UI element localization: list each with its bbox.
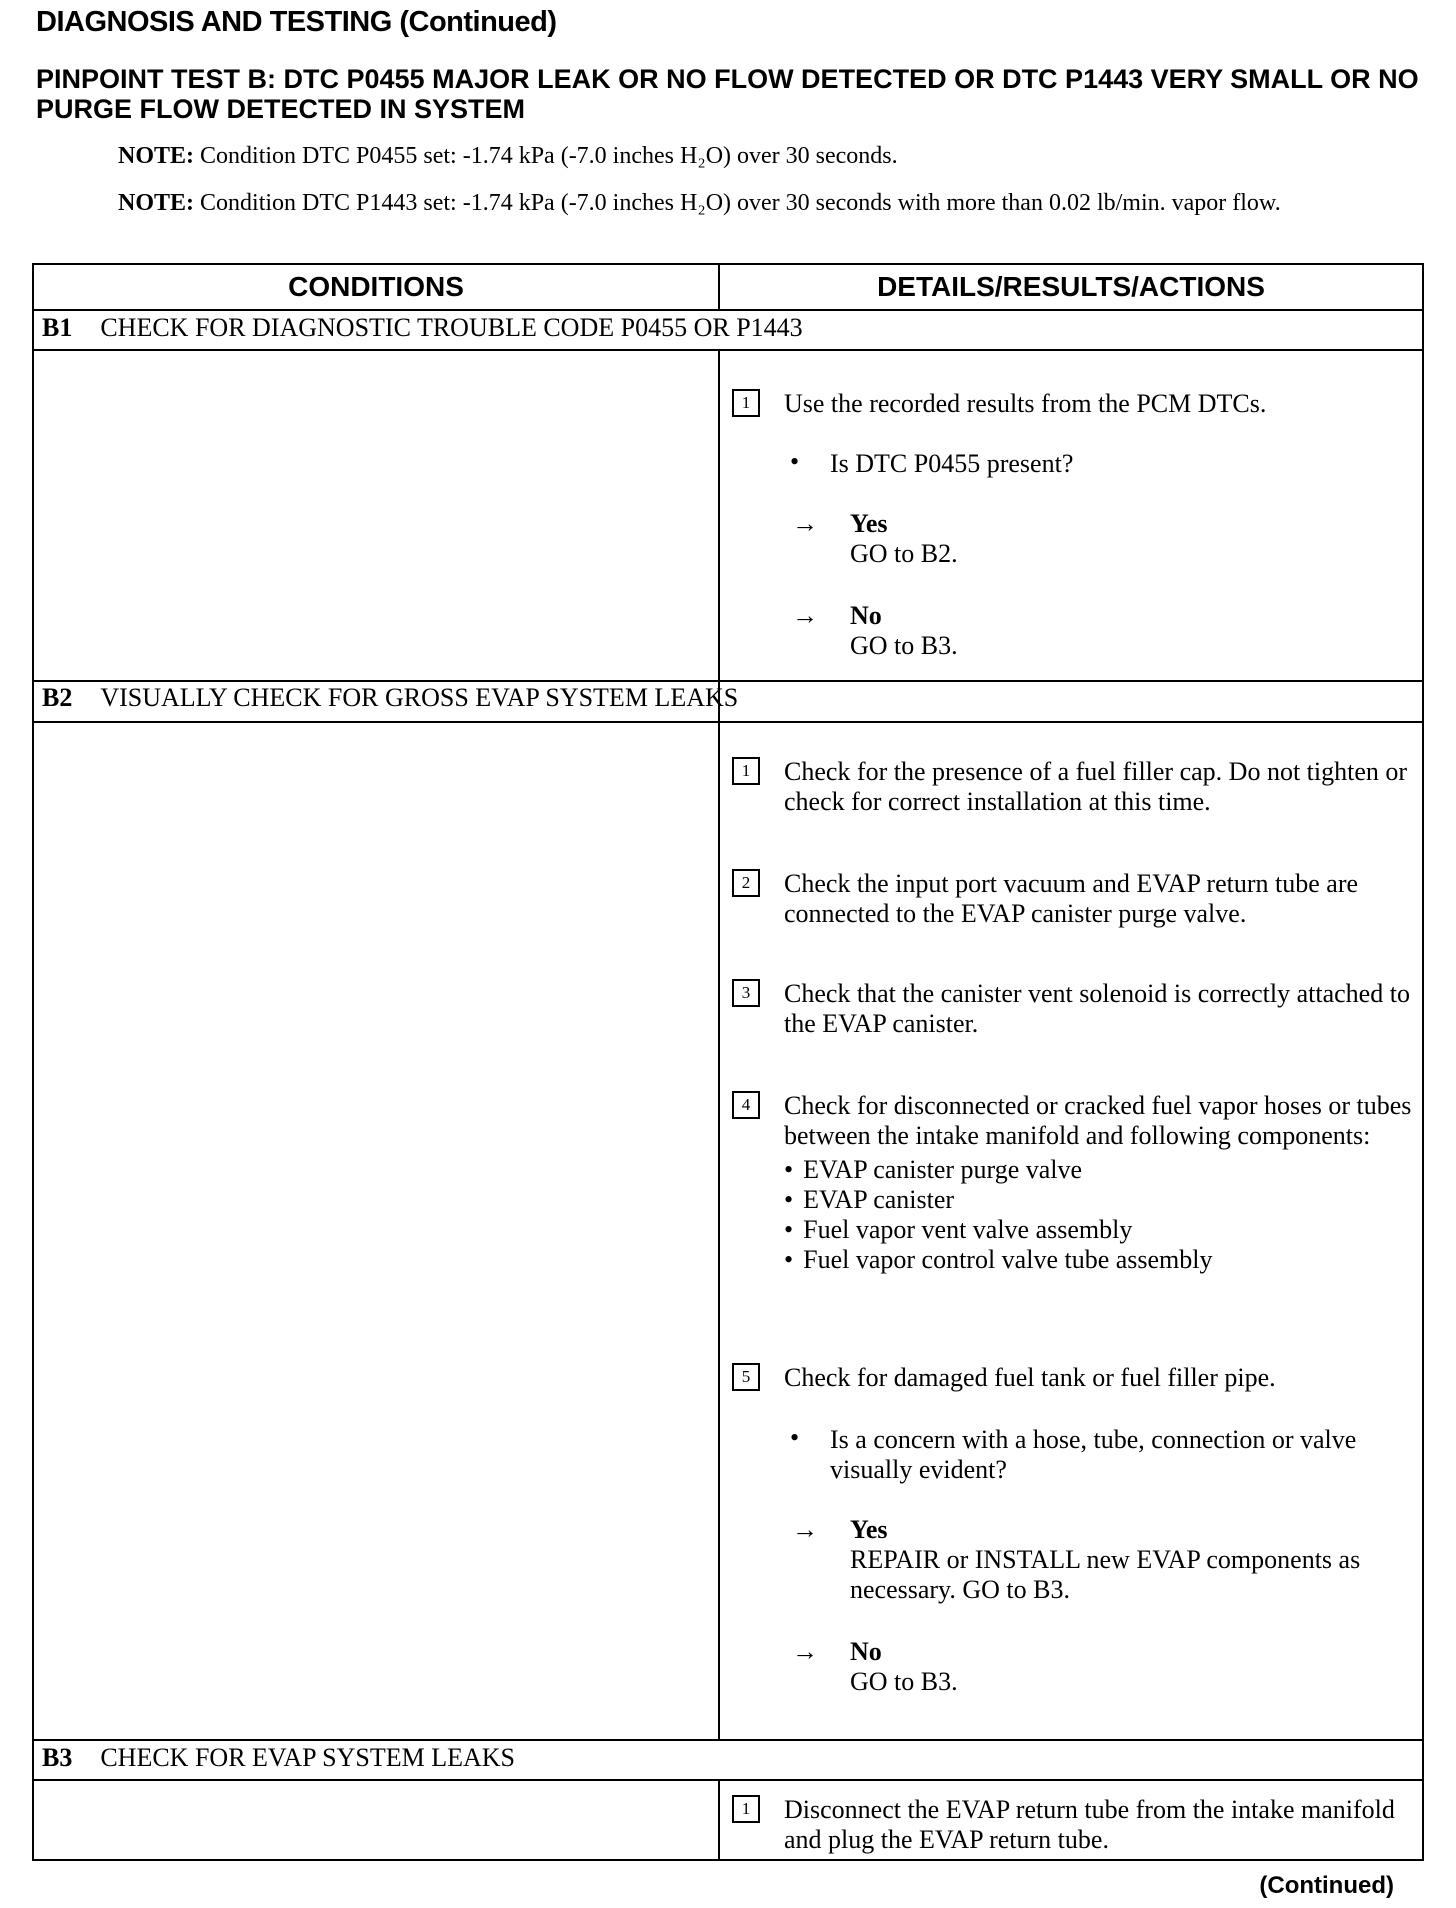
column-divider [718, 265, 720, 309]
step-text: Use the recorded results from the PCM DTCs. [784, 389, 1267, 418]
step-b2-3 [732, 979, 1422, 1039]
list-item: • Fuel vapor vent valve assembly [784, 1215, 1422, 1245]
continued-label: (Continued) [1259, 1872, 1394, 1899]
question-text: Is DTC P0455 present? [830, 449, 1074, 478]
row-divider [34, 349, 1422, 351]
step-number-box: 1 [732, 389, 760, 417]
page-title: DIAGNOSIS AND TESTING (Continued) [36, 6, 557, 38]
row-divider [34, 1779, 1422, 1781]
question-b1 [790, 449, 1073, 479]
step-text: Check that the canister vent solenoid is correctly attached to the EVAP canister. [784, 979, 1410, 1038]
section-id: B1 [42, 313, 73, 342]
question-text: Is a concern with a hose, tube, connection or valve visually evident? [830, 1425, 1357, 1484]
note-label: NOTE: [118, 143, 195, 169]
result-action: GO to B3. [850, 631, 958, 660]
col-header-conditions: CONDITIONS [288, 271, 464, 302]
pinpoint-test-table [32, 263, 1424, 1861]
step-number-box: 1 [732, 757, 760, 785]
step-number-box: 5 [732, 1363, 760, 1391]
result-label: No [850, 601, 882, 630]
note-p1443 [118, 189, 1368, 217]
step-b2-2 [732, 869, 1422, 929]
note-label: NOTE: [118, 190, 195, 216]
result-action: GO to B3. [850, 1667, 958, 1696]
question-b2 [790, 1425, 1410, 1485]
component-list [784, 1155, 1422, 1275]
row-divider [34, 721, 1422, 723]
step-b2-5 [732, 1363, 1422, 1393]
result-yes-b2 [792, 1515, 1412, 1605]
section-header-b2 [42, 683, 738, 713]
step-b2-1 [732, 757, 1422, 817]
step-number-box: 1 [732, 1795, 760, 1823]
step-text: Check for disconnected or cracked fuel vapor hoses or tubes between the intake manifold and following components: [784, 1091, 1412, 1150]
step-number-box: 3 [732, 979, 760, 1007]
result-action: REPAIR or INSTALL new EVAP components as necessary. GO to B3. [850, 1545, 1361, 1604]
step-number-box: 4 [732, 1091, 760, 1119]
result-yes-b1 [792, 509, 958, 569]
result-no-b2 [792, 1637, 958, 1697]
result-label: Yes [850, 509, 888, 538]
section-title: VISUALLY CHECK FOR GROSS EVAP SYSTEM LEAKS [100, 683, 739, 712]
note-text: Condition DTC P1443 set: -1.74 kPa (-7.0 inches H₂O) over 30 seconds with more than 0.02 lb/min. vapor flow. [200, 190, 1281, 216]
list-item: • Fuel vapor control valve tube assembly [784, 1245, 1422, 1275]
step-text: Check for damaged fuel tank or fuel filler pipe. [784, 1363, 1276, 1392]
column-divider [718, 1779, 720, 1859]
list-item: • EVAP canister [784, 1185, 1422, 1215]
bullet-icon: • [790, 447, 800, 476]
pinpoint-test-title: PINPOINT TEST B: DTC P0455 MAJOR LEAK OR NO FLOW DETECTED OR DTC P1443 VERY SMALL OR NO PURGE FLOW DETECTED IN SYSTEM [36, 64, 1419, 124]
list-item: • EVAP canister purge valve [784, 1155, 1422, 1185]
arrow-right-icon: → [792, 1515, 818, 1544]
section-id: B2 [42, 683, 73, 712]
note-p0455 [118, 142, 1368, 170]
step-b2-4 [732, 1091, 1422, 1275]
step-b1-1 [732, 389, 1422, 419]
row-divider [34, 309, 1422, 311]
row-divider [34, 680, 1422, 682]
arrow-right-icon: → [792, 509, 818, 538]
result-label: Yes [850, 1515, 888, 1544]
section-title: CHECK FOR DIAGNOSTIC TROUBLE CODE P0455 OR P1443 [100, 313, 803, 342]
section-title: CHECK FOR EVAP SYSTEM LEAKS [100, 1743, 515, 1772]
col-header-details: DETAILS/RESULTS/ACTIONS [877, 271, 1265, 302]
arrow-right-icon: → [792, 1637, 818, 1666]
result-no-b1 [792, 601, 958, 661]
section-id: B3 [42, 1743, 73, 1772]
section-header-b3 [42, 1743, 515, 1773]
step-b3-1 [732, 1795, 1422, 1855]
row-divider [34, 1739, 1422, 1741]
step-text: Disconnect the EVAP return tube from the intake manifold and plug the EVAP return tube. [784, 1795, 1395, 1854]
bullet-icon: • [790, 1423, 800, 1452]
result-action: GO to B2. [850, 539, 958, 568]
note-text: Condition DTC P0455 set: -1.74 kPa (-7.0 inches H₂O) over 30 seconds. [200, 143, 898, 169]
result-label: No [850, 1637, 882, 1666]
step-number-box: 2 [732, 869, 760, 897]
step-text: Check the input port vacuum and EVAP return tube are connected to the EVAP canister purge valve. [784, 869, 1359, 928]
step-text: Check for the presence of a fuel filler cap. Do not tighten or check for correct installation at this time. [784, 757, 1408, 816]
arrow-right-icon: → [792, 601, 818, 630]
section-header-b1 [42, 313, 803, 343]
column-divider [718, 721, 720, 1739]
